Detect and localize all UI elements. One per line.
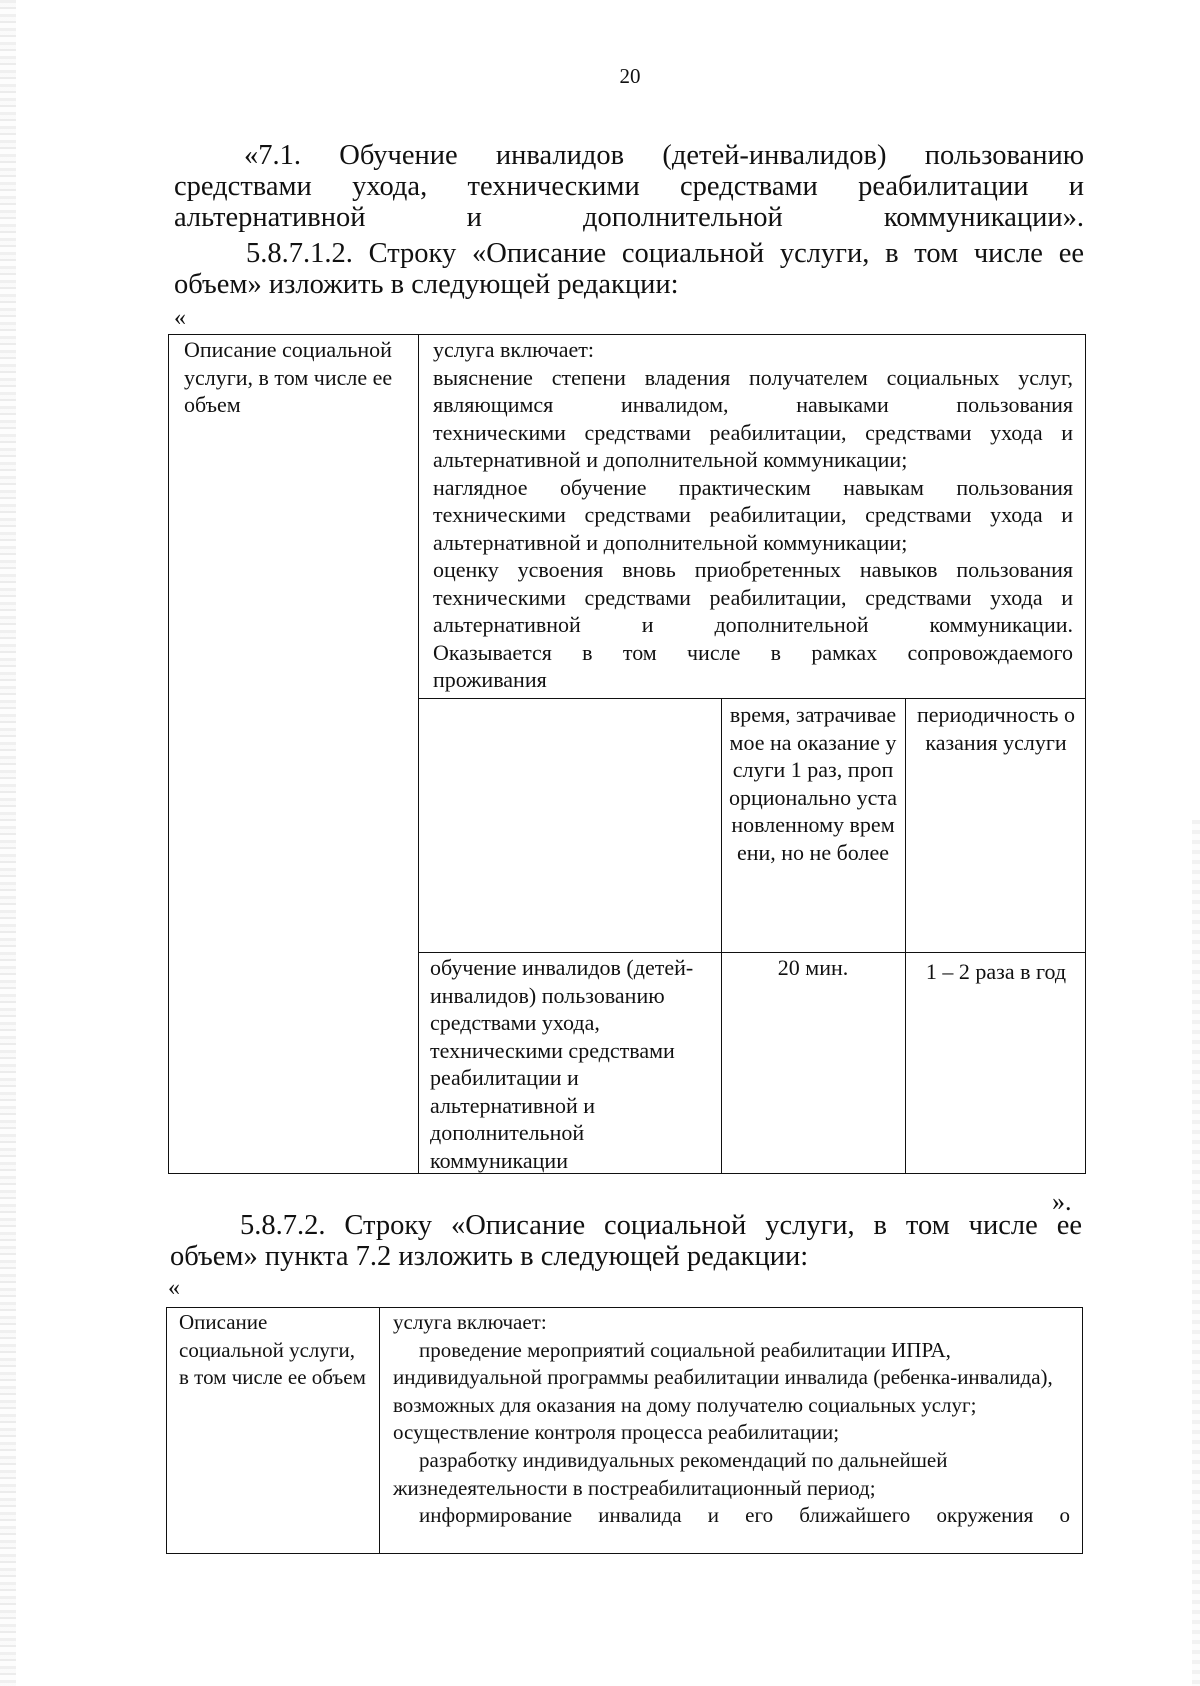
table1-row-time: 20 мин.	[777, 955, 849, 980]
table1-row-service: обучение инвалидов (детей-инвалидов) пользованию средствами ухода, техническими средствами реабилитации и альтернативной и дополнительной коммуникации	[430, 955, 694, 1173]
intro-paragraph: «7.1. Обучение инвалидов (детей-инвалидов) пользованию средствами ухода, техническими средствами реабилитации и альтернативной и дополнительной коммуникации».	[174, 140, 1084, 233]
table1-line-7: техническими средствами реабилитации, средствами ухода и	[433, 502, 1073, 527]
table1-line-1: услуга включает:	[433, 337, 595, 362]
table2-item-3: информирование инвалида и его ближайшего окружения о	[419, 1503, 1070, 1528]
table2-intro: услуга включает:	[393, 1310, 547, 1334]
clause-5-8-7-1-2: 5.8.7.1.2. Строку «Описание социальной услуги, в том числе ее объем» изложить в следующей редакции:	[174, 238, 1084, 300]
table1-line-12: Оказывается в том числе в рамках сопровождаемого	[433, 639, 1073, 665]
clause-5-8-7-2: 5.8.7.2. Строку «Описание социальной услуги, в том числе ее объем» пункта 7.2 изложить в следующей редакции:	[170, 1210, 1082, 1272]
table1-line-5: альтернативной и дополнительной коммуникации;	[433, 447, 908, 472]
table1-line-9: оценку усвоения вновь приобретенных навыков пользования	[433, 557, 1073, 582]
scan-edge-left	[0, 0, 16, 1686]
table1-line-10: техническими средствами реабилитации, средствами ухода и	[433, 584, 1073, 610]
table2-description	[393, 1309, 1070, 1530]
table1-line-11: альтернативной и дополнительной коммуникации.	[433, 612, 1073, 637]
table1-line-6: наглядное обучение практическим навыкам пользования	[433, 474, 1073, 500]
table1-line-2: выяснение степени владения получателем социальных услуг,	[433, 364, 1073, 390]
table2-item-2: разработку индивидуальных рекомендаций по дальнейшей жизнедеятельности в постреабилитационный период;	[393, 1447, 948, 1500]
scan-edge-right	[1192, 820, 1200, 1686]
table1-header-period: периодичность оказания услуги	[917, 702, 1075, 755]
close-quote-1: ».	[1052, 1187, 1072, 1216]
table2-left-label: Описание социальной услуги, в том числе ее объем	[179, 1310, 366, 1390]
table1-line-13: проживания	[433, 667, 547, 692]
table1-left-label: Описание социальной услуги, в том числе ее объем	[184, 337, 393, 417]
table2-item-1: проведение мероприятий социальной реабилитации ИПРА, индивидуальной программы реабилитации инвалида (ребенка-инвалида), возможных для оказания на дому получателю социальных услуг; осуществление контроля процесса реабилитации;	[393, 1337, 1053, 1445]
page-number: 20	[619, 64, 641, 88]
table1-description	[433, 336, 1073, 694]
open-quote-1: «	[174, 305, 186, 331]
table1-header-time: время, затрачиваемое на оказание услуги 1 раз, пропорционально установленному времени, но не более	[729, 702, 897, 865]
table1-line-8: альтернативной и дополнительной коммуникации;	[433, 529, 908, 555]
table1-line-3: являющимся инвалидом, навыками пользования	[433, 392, 1073, 417]
open-quote-2: «	[168, 1275, 180, 1301]
table1-line-4: техническими средствами реабилитации, средствами ухода и	[433, 419, 1073, 445]
table1-row-period: 1 – 2 раза в год	[925, 959, 1067, 984]
